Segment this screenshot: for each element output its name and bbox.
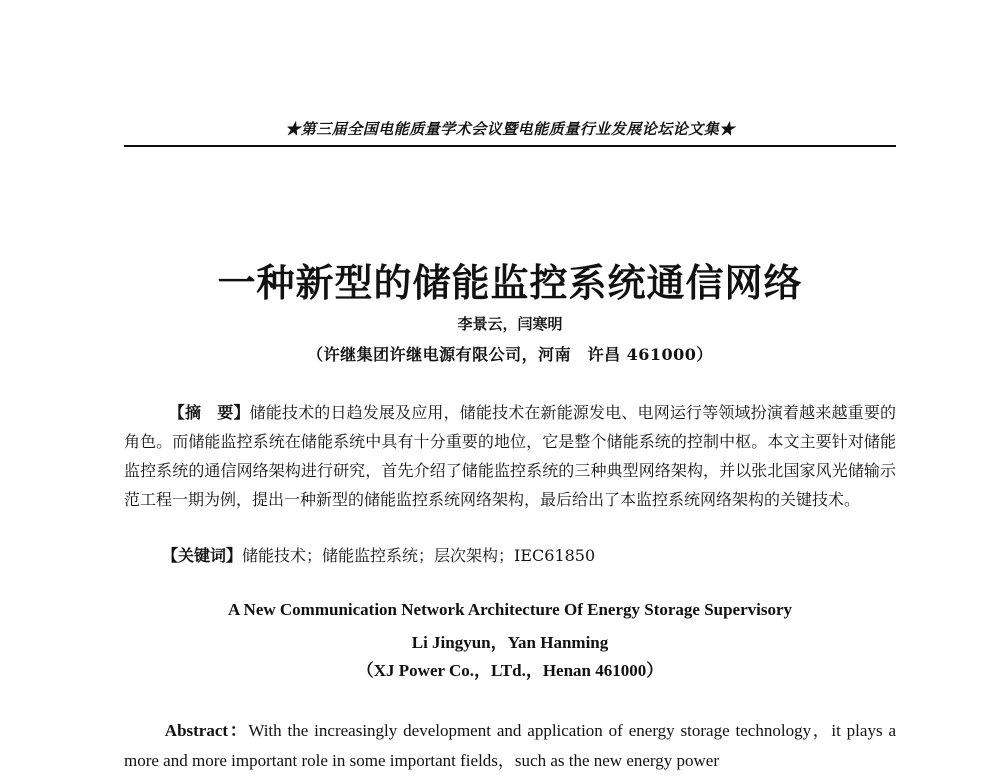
running-header: ★第三届全国电能质量学术会议暨电能质量行业发展论坛论文集★ xyxy=(285,120,735,138)
authors-en: Li Jingyun，Yan Hanming xyxy=(411,633,609,652)
keywords-cn xyxy=(162,545,862,567)
abstract-cn-text: 储能技术的日趋发展及应用，储能技术在新能源发电、电网运行等领域扮演着越来越重要的角色。而储能监控系统在储能系统中具有十分重要的地位，它是整个储能系统的控制中枢。本文主要针对储能监控系统的通信网络架构进行研究，首先介绍了储能监控系统的三种典型网络架构，并以张北国家风光储输示范工程一期为例，提出一种新型的储能监控系统网络架构，最后给出了本监控系统网络架构的关键技术。 xyxy=(124,403,896,509)
paper-title-en: A New Communication Network Architecture Of Energy Storage Supervisory xyxy=(227,600,793,619)
abstract-cn-label: 【摘 要】 xyxy=(168,403,250,422)
paper-title-cn: 一种新型的储能监控系统通信网络 xyxy=(217,261,803,305)
affiliation-cn: （许继集团许继电源有限公司，河南 许昌 461000） xyxy=(307,345,713,364)
keywords-cn-label: 【关键词】 xyxy=(162,546,243,565)
header-rule xyxy=(124,145,896,147)
abstract-en xyxy=(124,716,896,776)
abstract-en-label: Abstract： xyxy=(164,721,249,740)
authors-cn: 李景云，闫寒明 xyxy=(457,315,563,333)
abstract-cn xyxy=(124,398,896,514)
keywords-cn-text: 储能技术；储能监控系统；层次架构；IEC61850 xyxy=(242,546,596,565)
abstract-en-text: With the increasingly development and application of energy storage technology，it plays a more and more important role in some important fields，such as the new energy power xyxy=(124,721,896,770)
affiliation-en: （XJ Power Co.，LTd.，Henan 461000） xyxy=(356,661,664,680)
